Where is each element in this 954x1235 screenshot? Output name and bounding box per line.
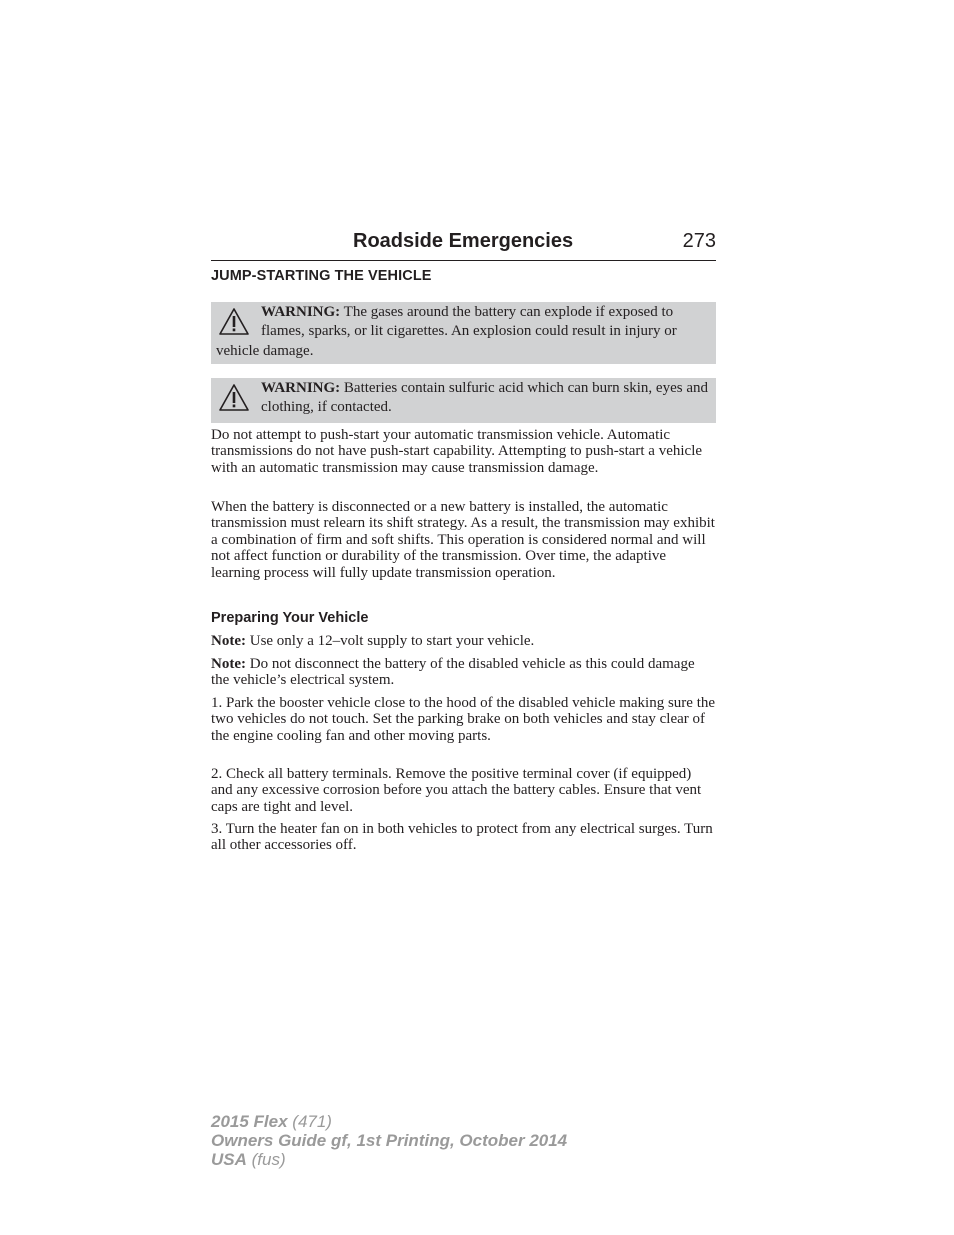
note-text: Do not disconnect the battery of the disabled vehicle as this could damage the vehicle’s electrical system. bbox=[211, 656, 695, 689]
paragraph-relearn: When the battery is disconnected or a new battery is installed, the automatic transmission must relearn its shift strategy. As a result, the transmission may exhibit a combination of firm and soft shifts. This operation is considered normal and will not affect function or durability of the transmission. Over time, the adaptive learning process will fully update transmission operation. bbox=[211, 499, 715, 581]
footer-market: USA bbox=[211, 1150, 247, 1169]
footer-line-1 bbox=[211, 1112, 567, 1131]
step-3: 3. Turn the heater fan on in both vehicles to protect from any electrical surges. Turn all other accessories off. bbox=[211, 821, 713, 854]
note-label: Note: bbox=[211, 656, 246, 672]
subsection-title: Preparing Your Vehicle bbox=[211, 610, 369, 626]
chapter-title: Roadside Emergencies bbox=[353, 230, 574, 252]
warning-label: WARNING: bbox=[261, 304, 341, 320]
footer-line-3 bbox=[211, 1150, 567, 1169]
page-number: 273 bbox=[682, 230, 716, 252]
note-label: Note: bbox=[211, 633, 246, 649]
step-2: 2. Check all battery terminals. Remove the positive terminal cover (if equipped) and any excessive corrosion before you attach the battery cables. Ensure that vent caps are tight and level. bbox=[211, 766, 702, 815]
step-1: 1. Park the booster vehicle close to the hood of the disabled vehicle making sure the two vehicles do not touch. Set the parking brake on both vehicles and stay clear of the engine cooling fan and other moving parts. bbox=[211, 695, 716, 744]
section-title: JUMP-STARTING THE VEHICLE bbox=[211, 268, 432, 284]
warning-box-explosion bbox=[211, 302, 716, 364]
footer-line-2 bbox=[211, 1131, 567, 1150]
note-voltage bbox=[211, 633, 716, 649]
footer-guide-info: Owners Guide gf, 1st Printing, October 2014 bbox=[211, 1131, 568, 1150]
warning-label: WARNING: bbox=[261, 380, 341, 396]
paragraph-push-start: Do not attempt to push-start your automatic transmission vehicle. Automatic transmissions do not have push-start capability. Attempting to push-start a vehicle with an automatic transmission may cause transmission damage. bbox=[211, 427, 703, 476]
warning-text: The gases around the battery can explode if exposed to flames, sparks, or lit cigarettes. An explosion could result in injury or vehicle damage. bbox=[216, 304, 677, 359]
note-disconnect bbox=[211, 656, 716, 689]
page-header bbox=[211, 228, 716, 261]
warning-triangle-icon bbox=[218, 383, 250, 413]
footer-model-code: (471) bbox=[287, 1112, 332, 1131]
note-text: Use only a 12–volt supply to start your vehicle. bbox=[245, 633, 535, 649]
page-footer bbox=[211, 1112, 567, 1169]
warning-triangle-icon bbox=[218, 307, 250, 337]
warning-text: Batteries contain sulfuric acid which can burn skin, eyes and clothing, if contacted. bbox=[261, 380, 708, 416]
footer-market-code: (fus) bbox=[246, 1150, 286, 1169]
footer-model: 2015 Flex bbox=[211, 1112, 288, 1131]
warning-box-acid bbox=[211, 378, 716, 423]
